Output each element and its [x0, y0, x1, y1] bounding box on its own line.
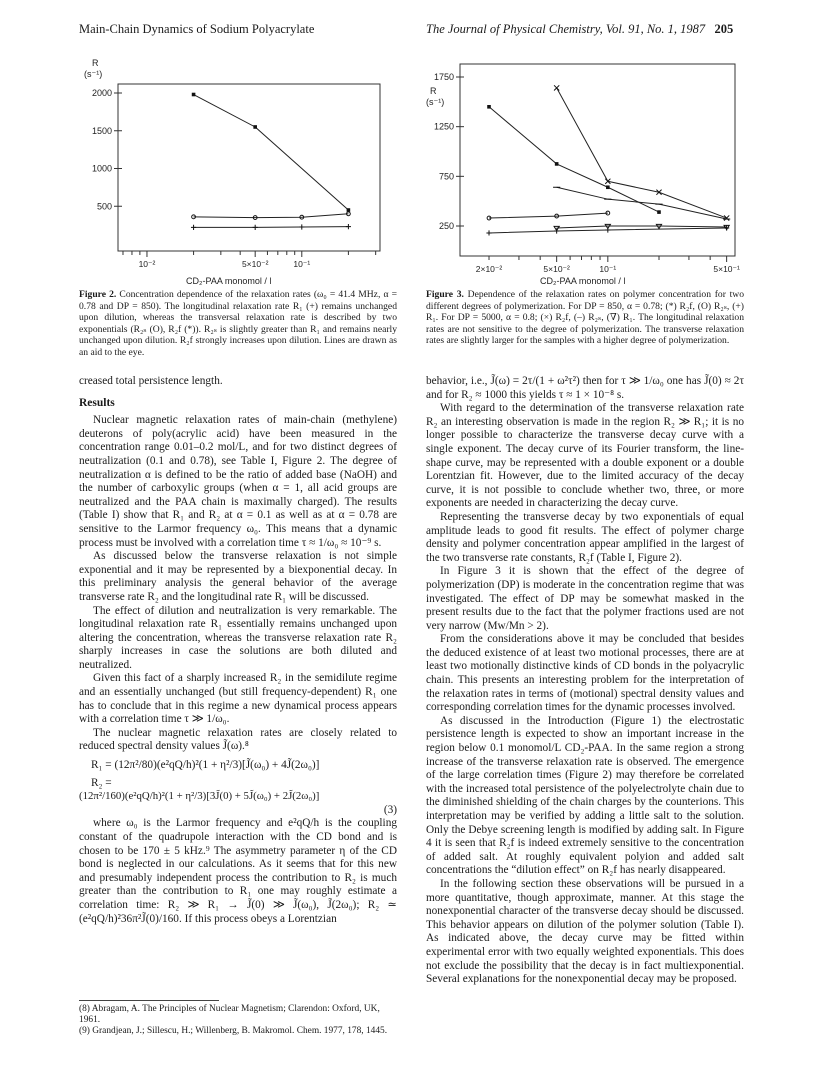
footnote-rule [79, 1000, 219, 1001]
journal-citation: The Journal of Physical Chemistry, Vol. 91, No. 1, 1987 [426, 22, 706, 36]
y-axis-label-top: R [430, 86, 437, 96]
marker-plus [486, 230, 491, 235]
marker-star [487, 105, 491, 109]
section-heading: Results [79, 396, 115, 409]
x-tick-label: 10⁻¹ [293, 259, 311, 269]
y-tick-label: 500 [96, 201, 112, 212]
paragraph: creased total persistence length. [79, 375, 223, 387]
y-tick-label: 2000 [91, 88, 112, 98]
marker-plus [253, 225, 258, 230]
paragraph: Nuclear magnetic relaxation rates of main-chain (methylene) deuterons of poly(acrylic acid) have been measured in the concentration range 0.01–0.2 mol/L, and for two distinct degrees of neutralization (0.1 and 0.78), see Table I, Figure 2. The degree of neutralization α is defined to be the ratio of added base (NaOH) and the number of carboxylic groups (when α = 1, all acid groups are neutralized and the PAA chain is maximally charged). The results (Table I) show that R₁ and R₂ at α = 0.1 as well as at α = 0.78 are sensitive to the Larmor frequency ω₀. This means that a dynamic process must be involved with a correlation time τ ≈ 1/ω₀ ≈ 10⁻⁹ s. [79, 414, 397, 549]
caption-label: Figure 2. [79, 289, 117, 300]
paragraph: behavior, i.e., J̃(ω) = 2τ/(1 + ω²τ²) then for τ ≫ 1/ω₀ one has J̃(0) ≈ 2τ and for R₂ ≈ 1000 this yields τ ≈ 1 × 10⁻⁸ s. [426, 375, 744, 401]
x-axis-label: CD₂-PAA monomol / l [186, 276, 272, 286]
figure-3-caption [426, 289, 744, 347]
paragraph: The effect of dilution and neutralization is very remarkable. The longitudinal relaxation rate R₁ essentially remains unchanged upon altering the concentration, whereas the transverse relaxation rate R₂ sharply increases in case the solutions are both diluted and neutralized. [79, 604, 397, 671]
footnotes [79, 1004, 397, 1037]
marker-star [347, 208, 351, 212]
paragraph: Representing the transverse decay by two exponentials of equal amplitude leads to good fit results. The effect of polymer charge density and polymer concentration appear amplified in the largest of the two transverse rate constants, R₂f (Table I, Figure 2). [426, 510, 744, 564]
left-column [79, 375, 397, 926]
series-line [557, 226, 727, 228]
page-number: 205 [714, 22, 734, 36]
marker-star [606, 185, 610, 189]
paragraph: From the considerations above it may be concluded that besides the deduced existence of at least two motional processes, there are at least two motionally distinctive kinds of CD bonds in the polyacrylic chain. This presents an interesting problem for the interpretation of the relaxation rates in terms of (motional) spectral density values and corresponding correlation times for the dynamic processes involved. [426, 633, 744, 714]
y-tick-label: 250 [438, 221, 454, 231]
footnote-9: (9) Grandjean, J.; Sillescu, H.; Willenberg, B. Makromol. Chem. 1977, 178, 1445. [79, 1026, 388, 1036]
marker-star [555, 162, 559, 166]
plot-frame [118, 84, 380, 251]
caption-label: Figure 3. [426, 289, 464, 300]
equation-number: (3) [383, 803, 397, 816]
paragraph: As discussed in the Introduction (Figure 1) the electrostatic persistence length is expected to show an important increase in the region below 0.1 monomol/L CD₂-PAA. In the same region a strong increase of the transverse relaxation rate is observed. The emergence of the large correlation times (Figure 2) may therefore be correlated with the increased total persistence of the polyelectrolyte chain due to the diminished shielding of the chain charges by the counterions. This interpretation may be verified by adding a little salt to the solution. Only the Debye screening length is modified by adding salt. In Figure 4 it is seen that R₂f is indeed extremely sensitive to the concentration of added salt. At roughly equivalent polyion and added salt concentrations the “dilution effect” on R₂f has nearly disappeared. [426, 714, 744, 877]
right-column [426, 375, 744, 987]
paragraph: With regard to the determination of the transverse relaxation rate R₂ an interesting observation is made in the region R₂ ≫ R₁; it is no longer possible to characterize the transverse decay curve with a single exponent. The decay curve of its Fourier transform, the line-shape curve, may be represented with a double exponent or a double Lorentzian fit. However, due to the limited accuracy of the decay curve, it is not possible to conclude whether two, three, or more exponents are needed in characterizing the decay curve. [426, 402, 744, 510]
paragraph: As discussed below the transverse relaxation is not simple exponential and it may be represented by a biexponential decay. In this preliminary analysis the general behavior of the average transverse rate R₂ and the longitudinal rate R₁ will be discussed. [79, 550, 397, 603]
paragraph: Given this fact of a sharply increased R₂ in the semidilute regime and an essentially unchanged (but still frequency-dependent) R₁ one has to conclude that in this regime a new dynamical process appears with a correlation time τ ≫ 1/ω₀. [79, 672, 397, 726]
series-line [194, 95, 349, 211]
x-axis-label: CD₂-PAA monomol / l [540, 276, 626, 286]
y-axis-label-unit: (s⁻¹) [84, 69, 103, 79]
paragraph: In Figure 3 it is shown that the effect of the degree of polymerization (DP) is moderate in the concentration regime that was investigated. The effect of DP may be somewhat masked in the present results due to the fact that the polymer fractions used are not very narrow (Mw/Mn > 2). [426, 565, 744, 632]
caption-text: Dependence of the relaxation rates on polymer concentration for two different degrees of polymerization. For DP = 850, α = 0.78; (*) R₂f, (O) R₂ₛ, (+) R₁. For DP = 5000, α = 0.8; (×) R₂f, (–) R₂ₛ, (∇) R₁. The longitudinal relaxation rates are not sensitive to the degree of polymerization. The transverse relaxation rates are slightly larger for the samples with a higher degree of polymerization. [426, 289, 744, 347]
marker-plus [191, 225, 196, 230]
equation-r2-lhs: R₂ = [91, 776, 112, 789]
x-tick-label: 2×10⁻² [475, 264, 503, 274]
marker-plus [299, 224, 304, 229]
y-axis-label-unit: (s⁻¹) [426, 97, 445, 107]
y-tick-label: 1000 [91, 163, 112, 174]
marker-cross [554, 85, 559, 90]
figure-2-caption [79, 289, 397, 359]
caption-text: Concentration dependence of the relaxation rates (ω₀ = 41.4 MHz, α = 0.78 and DP = 850). The longitudinal relaxation rate R₁ (+) remains unchanged upon dilution, whereas the transversal relaxation rate is described by two exponentials (R₂ₛ (O), R₂f (*)). R₂ₛ is slightly greater than R₁ and remains nearly unchanged upon dilution. R₂f strongly increases upon dilution. Lines are drawn as an aid to the eye. [79, 289, 397, 358]
footnote-8: (8) Abragam, A. The Principles of Nuclear Magnetism; Clarendon: Oxford, UK, 1961. [79, 1004, 380, 1025]
figure-3-chart [422, 56, 744, 286]
x-tick-label: 10⁻¹ [599, 264, 617, 274]
series-line [557, 88, 727, 218]
series-line [194, 214, 349, 218]
y-tick-label: 750 [438, 171, 454, 182]
paragraph: where ω₀ is the Larmor frequency and e²qQ/h is the coupling constant of the quadrupole interaction with the CD bond and is chosen to be 170 ± 5 kHz.⁹ The asymmetry parameter η of the CD bond is neglected in our calculations. As it seems that for this new and presumably independent process the contribution to R₂ is much greater than the contribution to R₁ one may roughly estimate a correlation time: R₂ ≫ R₁ → J̃(0) ≫ J̃(ω₀), J̃(2ω₀); R₂ ≃ (e²qQ/h)²36π²J̃(0)/160. If this process obeys a Lorentzian [79, 817, 397, 925]
marker-star [192, 93, 196, 97]
series-line [489, 107, 659, 212]
y-tick-label: 1500 [91, 125, 112, 136]
series-line [194, 227, 349, 228]
series-line [489, 213, 608, 218]
marker-plus [346, 224, 351, 229]
marker-cross [724, 215, 729, 220]
plot-frame [460, 64, 735, 256]
y-tick-label: 1250 [433, 121, 454, 132]
running-header-right [426, 22, 733, 37]
marker-star [253, 125, 257, 129]
x-tick-label: 5×10⁻² [241, 259, 269, 269]
paragraph: The nuclear magnetic relaxation rates are closely related to reduced spectral density values J̃(ω).⁸ [79, 726, 397, 753]
x-tick-label: 5×10⁻² [543, 264, 570, 274]
y-tick-label: 1750 [433, 72, 454, 82]
figure-2-chart [78, 56, 390, 286]
equation-r2-rhs: (12π²/160)(e²qQ/h)²(1 + η²/3)[3J̃(0) + 5J̃(ω₀) + 2J̃(2ω₀)] [79, 790, 320, 803]
x-tick-label: 10⁻² [138, 259, 156, 269]
marker-star [657, 210, 661, 214]
paragraph: In the following section these observations will be pursued in a more quantitative, though approximate, manner. At this stage the nonexponential character of the transverse decay should be discussed. This behavior appears on dilution of the polymer solution (Table I). As indicated above, the decay curve may be fitted within experimental error with two equally weighted exponentials. This does not exclude the possibility that the decay is in fact multiexponential. Several explanations for the nonexponential decay may be proposed. [426, 877, 744, 986]
x-tick-label: 5×10⁻¹ [713, 264, 740, 274]
equation-r1: R₁ = (12π²/80)(e²qQ/h)²(1 + η²/3)[J̃(ω₀) + 4J̃(2ω₀)] [91, 759, 320, 772]
y-axis-label-top: R [92, 58, 99, 68]
running-header-left: Main-Chain Dynamics of Sodium Polyacrylate [79, 22, 315, 36]
